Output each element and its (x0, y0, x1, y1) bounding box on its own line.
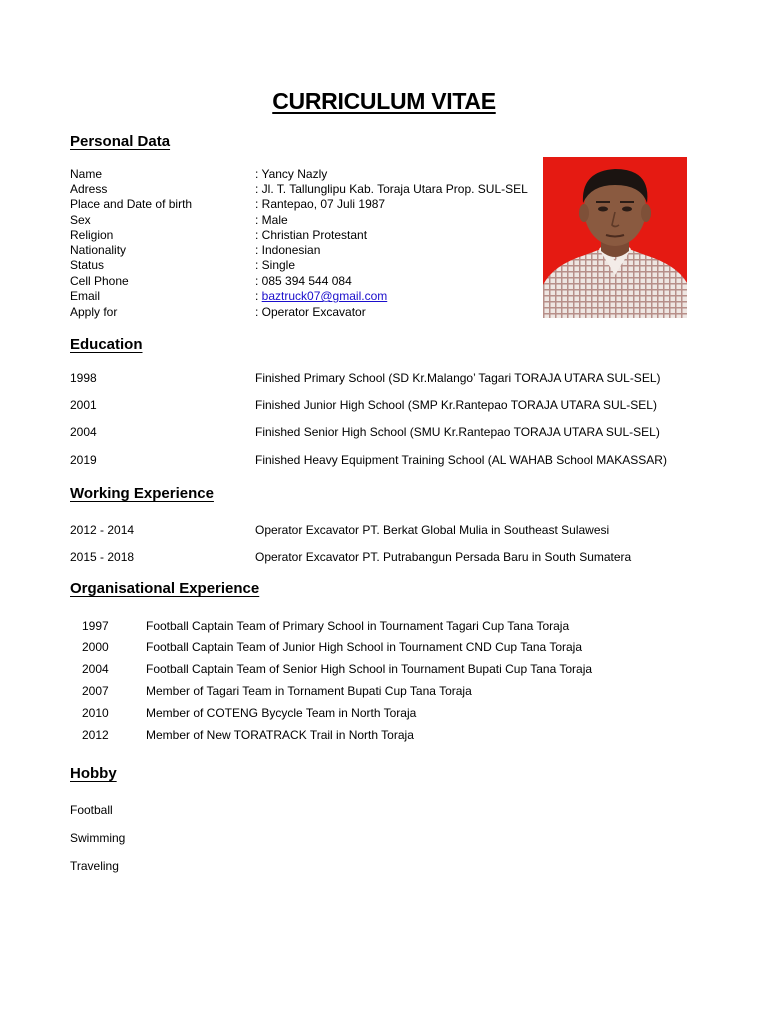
organisational-year: 2004 (82, 662, 109, 676)
personal-label: Name (70, 167, 103, 181)
personal-value: : Male (255, 213, 288, 227)
personal-label: Religion (70, 228, 114, 242)
personal-value: : Single (255, 258, 296, 272)
personal-label: Place and Date of birth (70, 197, 193, 211)
personal-value: : Rantepao, 07 Juli 1987 (255, 197, 386, 211)
personal-label: Nationality (70, 243, 127, 257)
education-desc: Finished Heavy Equipment Training School (AL WAHAB School MAKASSAR) (255, 453, 667, 467)
personal-value (255, 289, 387, 304)
working-experience-heading: Working Experience (70, 485, 214, 502)
personal-value: : 085 394 544 084 (255, 274, 352, 288)
personal-label: Cell Phone (70, 274, 129, 288)
organisational-year: 2012 (82, 728, 109, 742)
personal-value: : Operator Excavator (255, 305, 366, 319)
education-desc: Finished Senior High School (SMU Kr.Rantepao TORAJA UTARA SUL-SEL) (255, 425, 660, 439)
education-year: 1998 (70, 371, 97, 385)
organisational-year: 2007 (82, 684, 109, 698)
hobby-item: Football (70, 803, 113, 817)
working-period: 2012 - 2014 (70, 523, 135, 537)
personal-label: Adress (70, 182, 108, 196)
organisational-desc: Football Captain Team of Senior High School in Tournament Bupati Cup Tana Toraja (146, 662, 593, 676)
working-desc: Operator Excavator PT. Berkat Global Mulia in Southeast Sulawesi (255, 523, 610, 537)
personal-value: : Indonesian (255, 243, 321, 257)
email-link[interactable]: baztruck07@gmail.com (261, 289, 388, 303)
education-year: 2001 (70, 398, 97, 412)
education-year: 2004 (70, 425, 97, 439)
personal-label: Status (70, 258, 105, 272)
organisational-desc: Football Captain Team of Primary School in Tournament Tagari Cup Tana Toraja (146, 619, 570, 633)
organisational-desc: Member of COTENG Bycycle Team in North Toraja (146, 706, 417, 720)
document-title: CURRICULUM VITAE (272, 88, 496, 114)
hobby-item: Swimming (70, 831, 126, 845)
organisational-desc: Member of Tagari Team in Tornament Bupati Cup Tana Toraja (146, 684, 472, 698)
hobby-item: Traveling (70, 859, 119, 873)
personal-value: : Yancy Nazly (255, 167, 328, 181)
education-desc: Finished Primary School (SD Kr.Malango’ Tagari TORAJA UTARA SUL-SEL) (255, 371, 661, 385)
education-heading: Education (70, 336, 143, 353)
hobby-heading: Hobby (70, 765, 117, 782)
personal-label: Sex (70, 213, 91, 227)
personal-label: Email (70, 289, 101, 303)
working-period: 2015 - 2018 (70, 550, 135, 564)
education-desc: Finished Junior High School (SMP Kr.Rantepao TORAJA UTARA SUL-SEL) (255, 398, 657, 412)
personal-label: Apply for (70, 305, 118, 319)
portrait-image (543, 157, 687, 318)
personal-value: : Christian Protestant (255, 228, 368, 242)
organisational-desc: Football Captain Team of Junior High School in Tournament CND Cup Tana Toraja (146, 640, 583, 654)
email-prefix: : (255, 289, 262, 303)
organisational-year: 1997 (82, 619, 109, 633)
organisational-experience-heading: Organisational Experience (70, 580, 260, 597)
working-desc: Operator Excavator PT. Putrabangun Persada Baru in South Sumatera (255, 550, 632, 564)
organisational-desc: Member of New TORATRACK Trail in North Toraja (146, 728, 414, 742)
organisational-year: 2010 (82, 706, 109, 720)
profile-photo (543, 157, 687, 318)
organisational-year: 2000 (82, 640, 109, 654)
personal-value: : Jl. T. Tallunglipu Kab. Toraja Utara Prop. SUL-SEL (255, 182, 528, 196)
education-year: 2019 (70, 453, 97, 467)
personal-data-heading: Personal Data (70, 133, 171, 150)
